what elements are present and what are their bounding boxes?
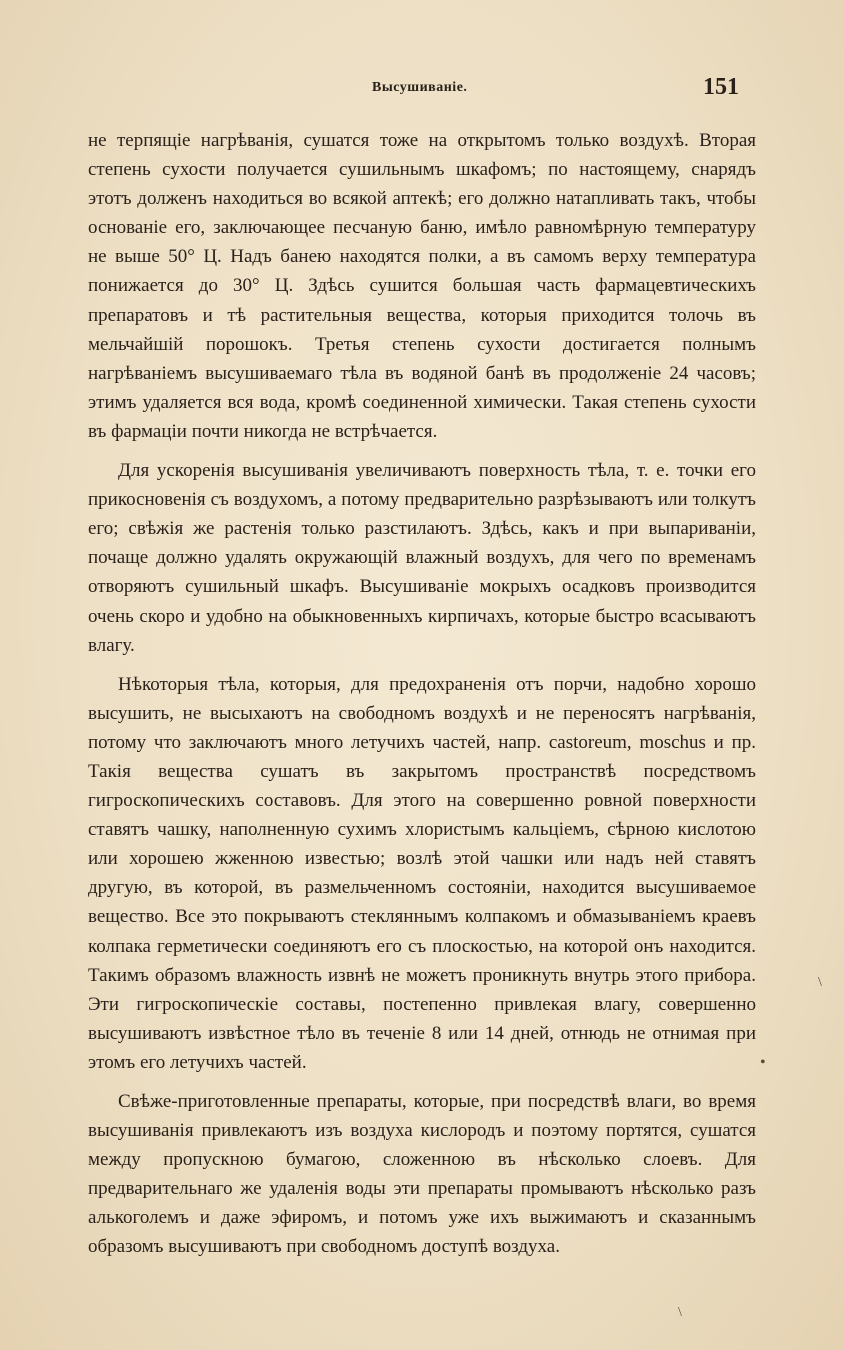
paragraph-fresh-preparations: Свѣже-приготовленные препараты, которые, при посредствѣ влаги, во время высушиванія привлекаютъ изъ воздуха кислородъ и поэтому портятся, сушатся между пропускною бумагою, сложенною въ нѣсколько слоевъ. Для предварительнаго же удаленія воды эти препараты промываютъ нѣсколько разъ алькоголемъ и даже эфиромъ, и потомъ уже ихъ выжимаютъ и сказаннымъ образомъ высушиваютъ при свободномъ доступѣ воздуха. [88,1091,756,1258]
paragraph-continuation: не терпящіе нагрѣванія, сушатся тоже на открытомъ только воздухѣ. Вторая степень сухости получается сушильнымъ шкафомъ; по настоящему, снарядъ этотъ долженъ находиться во всякой аптекѣ; его должно натапливать такъ, чтобы основаніе его, заключающее песчаную баню, имѣло равномѣрную температуру не выше 50° Ц. Надъ банею находятся полки, а въ самомъ верху температура понижается до 30° Ц. Здѣсь сушится большая часть фармацевтическихъ препаратовъ и тѣ растительныя вещества, которыя приходится толочь въ мельчайшій порошокъ. Третья степень сухости достигается полнымъ нагрѣваніемъ высушиваемаго тѣла въ водяной банѣ въ продолженіе 24 часовъ; этимъ удаляется вся вода, кромѣ соединенной химически. Такая степень сухости въ фармаціи почти никогда не встрѣчается. [88,130,756,442]
page-number: 151 [703,74,739,100]
margin-mark: \ [818,975,822,990]
body-text [88,126,756,1262]
paragraph-acceleration: Для ускоренія высушиванія увеличиваютъ поверхность тѣла, т. е. точки его прикосновенія съ воздухомъ, а потому предварительно разрѣзываютъ или толкутъ его; свѣжія же растенія только разстилаютъ. Здѣсь, какъ и при выпариваніи, почаще должно удалять окружающій влажный воздухъ, для чего по временамъ отворяютъ сушильный шкафъ. Высушиваніе мокрыхъ осадковъ производится очень скоро и удобно на обыкновенныхъ кирпичахъ, которые быстро всасываютъ влагу. [88,460,756,656]
paragraph-hygroscopic: Нѣкоторыя тѣла, которыя, для предохраненія отъ порчи, надобно хорошо высушить, не высыхаютъ на свободномъ воздухѣ и не переносятъ нагрѣванія, потому что заключаютъ много летучихъ частей, напр. castoreum, moschus и пр. Такія вещества сушатъ въ закрытомъ пространствѣ посредствомъ гигроскопическихъ составовъ. Для этого на совершенно ровной поверхности ставятъ чашку, наполненную сухимъ хлористымъ кальціемъ, сѣрною кислотою или хорошею жженною известью; возлѣ этой чашки или надъ ней ставятъ другую, въ которой, въ размельченномъ состояніи, находится высушиваемое вещество. Все это покрываютъ стекляннымъ колпакомъ и обмазываніемъ краевъ колпака герметически соединяютъ его съ плоскостью, на которой онъ находится. Такимъ образомъ влажность извнѣ не можетъ проникнуть внутрь этого прибора. Эти гигроскопическіе составы, постепенно привлекая влагу, совершенно высушиваютъ извѣстное тѣло въ теченіе 8 или 14 дней, отнюдь не отнимая при этомъ его летучихъ частей. [88,673,756,1073]
running-title: Высушиваніе. [372,80,468,95]
margin-dot: • [760,1054,766,1071]
running-head [0,76,844,106]
bottom-mark: \ [678,1305,682,1320]
